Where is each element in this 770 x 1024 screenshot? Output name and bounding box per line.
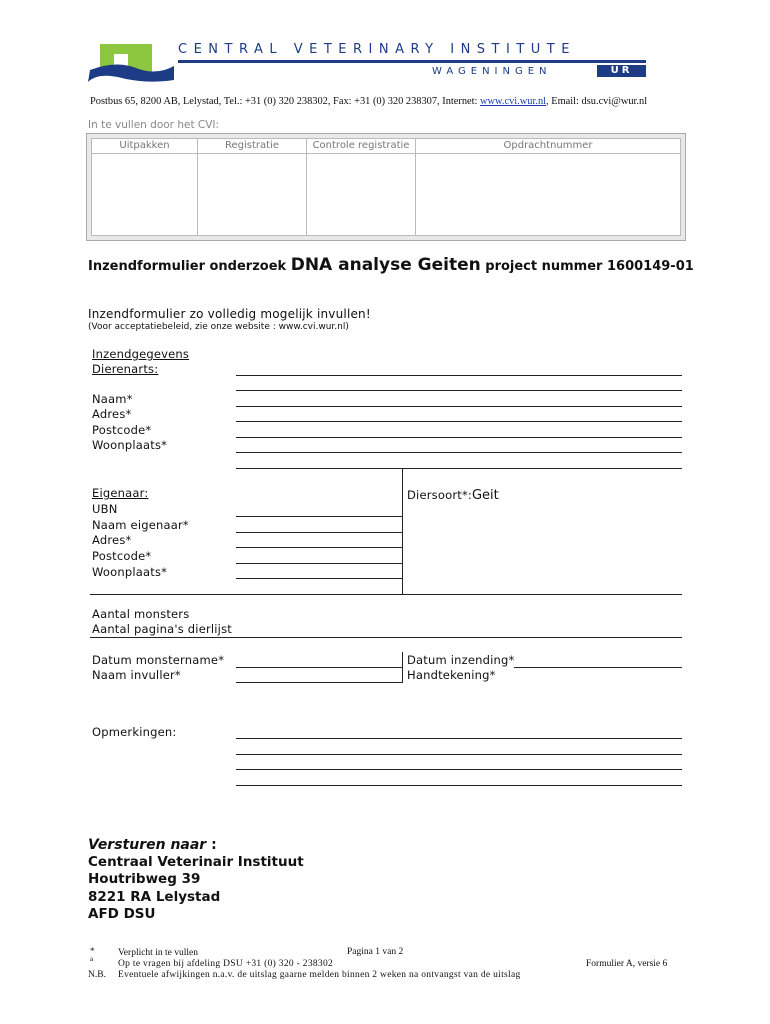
- footer-nb-mark: N.B.: [88, 970, 106, 980]
- ur-badge: UR: [597, 65, 646, 77]
- owner-input-ubn[interactable]: [236, 516, 403, 517]
- form-title: [88, 255, 694, 275]
- address-text: Postbus 65, 8200 AB, Lelystad, Tel.: +31 (0) 320 238302, Fax: +31 (0) 320 238307, Internet:: [90, 96, 481, 107]
- address-line: [90, 96, 647, 107]
- owner-field-naam: Naam eigenaar*: [92, 518, 189, 532]
- section-divider: [90, 637, 682, 638]
- cvi-box-caption: In te vullen door het CVI:: [88, 119, 220, 131]
- sender-field-naam: Naam*: [92, 392, 133, 406]
- remarks-input-line[interactable]: [236, 769, 682, 770]
- owner-heading: Eigenaar:: [92, 486, 149, 500]
- species-field: [407, 486, 499, 504]
- sender-heading: Inzendgegevens: [92, 347, 190, 361]
- owner-input-naam[interactable]: [236, 532, 403, 533]
- institute-divider: [178, 60, 646, 63]
- sender-input-adres[interactable]: [236, 421, 682, 422]
- sender-field-woonplaats: Woonplaats*: [92, 438, 168, 452]
- remarks-input-line[interactable]: [236, 754, 682, 755]
- cvi-box: [86, 133, 686, 241]
- owner-field-adres: Adres*: [92, 533, 132, 547]
- remarks-label: Opmerkingen:: [92, 725, 177, 739]
- title-part1: Inzendformulier onderzoek: [88, 259, 291, 274]
- institute-name: CENTRAL VETERINARY INSTITUTE: [178, 42, 576, 57]
- intro-line1: Inzendformulier zo volledig mogelijk invullen!: [88, 307, 371, 321]
- sender-field-postcode: Postcode*: [92, 423, 152, 437]
- cvi-box-inner: [91, 138, 681, 236]
- send-to-line-1: Centraal Veterinair Instituut: [88, 854, 304, 870]
- cvi-col-uitpakken: Uitpakken: [119, 140, 170, 151]
- section-divider: [236, 468, 682, 469]
- send-date-input[interactable]: [514, 667, 682, 668]
- sample-date-label: Datum monstername*: [92, 653, 225, 667]
- send-date-label: Datum inzending*: [407, 653, 515, 667]
- owner-field-ubn: UBN: [92, 502, 118, 516]
- footer-a-mark: a: [90, 955, 94, 963]
- owner-input-adres[interactable]: [236, 547, 403, 548]
- species-value: Geit: [471, 488, 499, 503]
- cvi-header-divider: [92, 153, 680, 154]
- section-divider: [90, 594, 682, 595]
- sender-input-woonplaats[interactable]: [236, 452, 682, 453]
- remarks-input-line[interactable]: [236, 738, 682, 739]
- title-part2: DNA analyse Geiten: [290, 255, 481, 275]
- send-to-line-4: AFD DSU: [88, 905, 156, 922]
- owner-input-postcode[interactable]: [236, 563, 403, 564]
- footer-form-version: Formulier A, versie 6: [586, 959, 668, 969]
- owner-vertical-divider: [402, 468, 403, 594]
- samples-count-label: Aantal monsters: [92, 607, 190, 621]
- email-text: , Email: dsu.cvi@wur.nl: [546, 96, 648, 107]
- species-label: Diersoort*:: [407, 488, 472, 502]
- send-to-line-3: 8221 RA Lelystad: [88, 888, 221, 905]
- dates-vertical-divider: [402, 652, 403, 682]
- owner-field-postcode: Postcode*: [92, 549, 152, 563]
- cvi-col-controle: Controle registratie: [312, 140, 410, 151]
- footer-star-mark: *: [90, 946, 95, 956]
- intro-line2: (Voor acceptatiebeleid, zie onze website : www.cvi.wur.nl): [88, 322, 349, 332]
- footer-a-text: Op te vragen bij afdeling DSU +31 (0) 320 - 238302: [118, 959, 334, 969]
- footer-page-number: Pagina 1 van 2: [347, 947, 404, 957]
- website-link[interactable]: www.cvi.wur.nl: [480, 96, 547, 107]
- footer-star-text: Verplicht in te vullen: [118, 948, 198, 958]
- send-to-heading: [88, 837, 217, 853]
- signature-label: Handtekening*: [407, 668, 496, 682]
- sender-input-postcode[interactable]: [236, 437, 682, 438]
- sender-input-line[interactable]: [236, 390, 682, 391]
- owner-field-woonplaats: Woonplaats*: [92, 565, 168, 579]
- cvi-col-registratie: Registratie: [225, 140, 279, 151]
- sample-date-input[interactable]: [236, 667, 403, 668]
- send-to-colon: :: [206, 837, 217, 853]
- wageningen-label: WAGENINGEN: [432, 66, 552, 77]
- wageningen-logo-icon: [86, 40, 176, 86]
- cvi-col-opdrachtnummer: Opdrachtnummer: [503, 140, 593, 151]
- cvi-logo: [86, 40, 176, 86]
- sender-input-line[interactable]: [236, 375, 682, 376]
- sender-subheading: Dierenarts:: [92, 362, 159, 376]
- footer-nb-text: Eventuele afwijkingen n.a.v. de uitslag gaarne melden binnen 2 weken na ontvangst van de uitslag: [118, 970, 521, 980]
- remarks-input-line[interactable]: [236, 785, 682, 786]
- send-to-heading-text: Versturen naar: [88, 837, 207, 853]
- filler-name-label: Naam invuller*: [92, 668, 181, 682]
- sender-field-adres: Adres*: [92, 407, 132, 421]
- send-to-line-2: Houtribweg 39: [88, 871, 201, 888]
- samples-pages-label: Aantal pagina's dierlijst: [92, 622, 232, 636]
- send-to-address: [88, 854, 304, 923]
- owner-input-woonplaats[interactable]: [236, 578, 403, 579]
- filler-name-input[interactable]: [236, 682, 403, 683]
- title-part3: project nummer 1600149-01: [480, 259, 694, 274]
- sender-input-naam[interactable]: [236, 406, 682, 407]
